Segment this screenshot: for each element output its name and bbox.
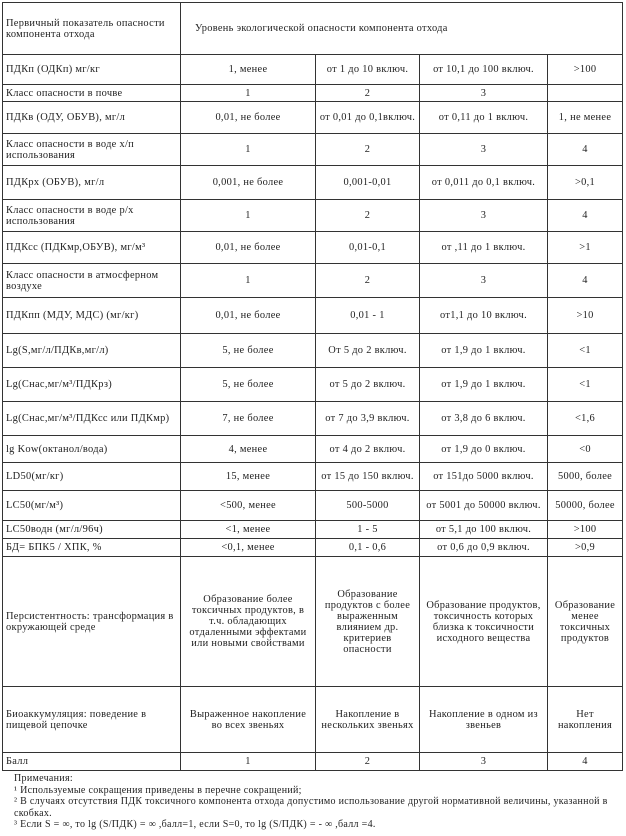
table-row: [3, 85, 623, 102]
level-4-cell: 1, не менее: [548, 102, 623, 134]
level-1-cell: 5, не более: [181, 368, 316, 402]
level-1-cell: 0,001, не более: [181, 166, 316, 200]
level-1-cell: 1: [181, 753, 316, 771]
level-3-cell: от1,1 до 10 включ.: [420, 298, 548, 334]
level-2-cell: от 15 до 150 включ.: [316, 463, 420, 491]
level-4-cell: >0,9: [548, 539, 623, 557]
level-4-cell: Образование менее токсичных продуктов: [548, 557, 623, 687]
level-3-cell: от ,11 до 1 включ.: [420, 232, 548, 264]
table-row: [3, 491, 623, 521]
table-row: [3, 134, 623, 166]
level-3-cell: от 3,8 до 6 включ.: [420, 402, 548, 436]
level-1-cell: 4, менее: [181, 436, 316, 463]
notes-title: Примечания:: [14, 773, 73, 784]
level-1-cell: 0,01, не более: [181, 298, 316, 334]
table-row: [3, 102, 623, 134]
table-row: [3, 368, 623, 402]
table-row: [3, 55, 623, 85]
level-1-cell: 0,01, не более: [181, 232, 316, 264]
level-2-cell: От 5 до 2 включ.: [316, 334, 420, 368]
level-4-cell: <1: [548, 334, 623, 368]
row-label: БД= БПК5 / ХПК, %: [3, 539, 181, 557]
level-3-cell: 3: [420, 85, 548, 102]
hazard-table: [2, 2, 623, 771]
document: [2, 2, 622, 831]
level-3-cell: 3: [420, 264, 548, 298]
row-label: lg Kow(октанол/вода): [3, 436, 181, 463]
level-4-cell: 50000, более: [548, 491, 623, 521]
level-1-cell: <0,1, менее: [181, 539, 316, 557]
level-4-cell: >10: [548, 298, 623, 334]
level-1-cell: <1, менее: [181, 521, 316, 539]
table-row: [3, 436, 623, 463]
level-4-cell: >100: [548, 521, 623, 539]
row-label: ПДКпп (МДУ, МДС) (мг/кг): [3, 298, 181, 334]
level-2-cell: 2: [316, 85, 420, 102]
level-1-cell: Выраженное накопление во всех звеньях: [181, 687, 316, 753]
level-4-cell: Нет накопления: [548, 687, 623, 753]
row-label: Балл: [3, 753, 181, 771]
level-3-cell: Накопление в одном из звеньев: [420, 687, 548, 753]
level-1-cell: 1: [181, 134, 316, 166]
level-4-cell: >0,1: [548, 166, 623, 200]
level-2-cell: от 7 до 3,9 включ.: [316, 402, 420, 436]
level-4-cell: 4: [548, 264, 623, 298]
level-4-cell: <0: [548, 436, 623, 463]
row-label: LC50(мг/м³): [3, 491, 181, 521]
level-2-cell: 0,001-0,01: [316, 166, 420, 200]
level-4-cell: <1,6: [548, 402, 623, 436]
level-3-cell: от 1,9 до 1 включ.: [420, 334, 548, 368]
level-4-cell: <1: [548, 368, 623, 402]
level-3-cell: от 5001 до 50000 включ.: [420, 491, 548, 521]
level-3-cell: от 5,1 до 100 включ.: [420, 521, 548, 539]
level-1-cell: 15, менее: [181, 463, 316, 491]
level-1-cell: 1: [181, 85, 316, 102]
level-2-cell: 2: [316, 264, 420, 298]
row-label: Lg(S,мг/л/ПДКв,мг/л): [3, 334, 181, 368]
level-2-cell: от 0,01 до 0,1включ.: [316, 102, 420, 134]
table-row: [3, 200, 623, 232]
level-4-cell: 4: [548, 753, 623, 771]
level-4-cell: 4: [548, 134, 623, 166]
level-2-cell: от 4 до 2 включ.: [316, 436, 420, 463]
table-row: [3, 687, 623, 753]
level-3-cell: Образование продуктов, токсичность которых близка к токсичности исходного вещества: [420, 557, 548, 687]
table-row: [3, 557, 623, 687]
level-3-cell: от 151до 5000 включ.: [420, 463, 548, 491]
row-label: Класс опасности в атмосферном воздухе: [3, 264, 181, 298]
level-2-cell: 0,1 - 0,6: [316, 539, 420, 557]
level-4-cell: [548, 85, 623, 102]
level-2-cell: от 5 до 2 включ.: [316, 368, 420, 402]
row-label: Класс опасности в воде х/п использования: [3, 134, 181, 166]
table-row: [3, 402, 623, 436]
row-label: Класс опасности в почве: [3, 85, 181, 102]
row-label: ПДКсс (ПДКмр,ОБУВ), мг/м³: [3, 232, 181, 264]
level-4-cell: 4: [548, 200, 623, 232]
level-1-cell: 5, не более: [181, 334, 316, 368]
table-row: [3, 166, 623, 200]
row-label: LC50водн (мг/л/96ч): [3, 521, 181, 539]
level-2-cell: Накопление в нескольких звеньях: [316, 687, 420, 753]
level-3-cell: от 0,11 до 1 включ.: [420, 102, 548, 134]
level-3-cell: от 0,011 до 0,1 включ.: [420, 166, 548, 200]
row-label: Персистентность: трансформация в окружающей среде: [3, 557, 181, 687]
note-1: ¹ Используемые сокращения приведены в перечне сокращений;: [14, 784, 302, 796]
level-1-cell: 1: [181, 264, 316, 298]
level-3-cell: от 10,1 до 100 включ.: [420, 55, 548, 85]
row-label: Lg(Снас,мг/м³/ПДКрз): [3, 368, 181, 402]
level-1-cell: 0,01, не более: [181, 102, 316, 134]
level-3-cell: 3: [420, 200, 548, 232]
level-2-cell: 0,01 - 1: [316, 298, 420, 334]
table-row: [3, 298, 623, 334]
table-row: [3, 463, 623, 491]
row-label: Класс опасности в воде р/х использования: [3, 200, 181, 232]
note-2: ² В случаях отсутствия ПДК токсичного компонента отхода допустимо использование другой нормативной величины, указанной в скобках.: [14, 796, 608, 819]
level-1-cell: Образование более токсичных продуктов, в т.ч. обладающих отдаленными эффектами или новыми свойствами: [181, 557, 316, 687]
level-1-cell: 1, менее: [181, 55, 316, 85]
table-row: [3, 521, 623, 539]
table-row: [3, 334, 623, 368]
row-label: ПДКв (ОДУ, ОБУВ), мг/л: [3, 102, 181, 134]
header-indicator: Первичный показатель опасности компонента отхода: [3, 3, 181, 55]
table-row: [3, 264, 623, 298]
level-3-cell: 3: [420, 134, 548, 166]
note-3: ³ Если S = ∞, то lg (S/ПДК) = ∞ ,балл=1, если S=0, то lg (S/ПДК) = - ∞ ,балл =4.: [14, 819, 376, 830]
table-row: [3, 753, 623, 771]
level-2-cell: 2: [316, 200, 420, 232]
row-label: Lg(Снас,мг/м³/ПДКсс или ПДКмр): [3, 402, 181, 436]
level-4-cell: >100: [548, 55, 623, 85]
level-3-cell: от 1,9 до 0 включ.: [420, 436, 548, 463]
level-2-cell: 2: [316, 134, 420, 166]
level-3-cell: 3: [420, 753, 548, 771]
row-label: ПДКрх (ОБУВ), мг/л: [3, 166, 181, 200]
level-1-cell: 7, не более: [181, 402, 316, 436]
level-2-cell: Образование продуктов с более выраженным влиянием др. критериев опасности: [316, 557, 420, 687]
level-3-cell: от 1,9 до 1 включ.: [420, 368, 548, 402]
table-row: [3, 539, 623, 557]
level-4-cell: >1: [548, 232, 623, 264]
level-2-cell: 0,01-0,1: [316, 232, 420, 264]
notes: [2, 771, 622, 831]
row-label: ПДКп (ОДКп) мг/кг: [3, 55, 181, 85]
level-2-cell: 1 - 5: [316, 521, 420, 539]
table-header-row: [3, 3, 623, 55]
level-1-cell: 1: [181, 200, 316, 232]
row-label: Биоаккумуляция: поведение в пищевой цепочке: [3, 687, 181, 753]
level-3-cell: от 0,6 до 0,9 включ.: [420, 539, 548, 557]
level-1-cell: <500, менее: [181, 491, 316, 521]
header-hazard-level: Уровень экологической опасности компонента отхода: [181, 3, 623, 55]
level-4-cell: 5000, более: [548, 463, 623, 491]
table-row: [3, 232, 623, 264]
row-label: LD50(мг/кг): [3, 463, 181, 491]
level-2-cell: 2: [316, 753, 420, 771]
level-2-cell: 500-5000: [316, 491, 420, 521]
level-2-cell: от 1 до 10 включ.: [316, 55, 420, 85]
